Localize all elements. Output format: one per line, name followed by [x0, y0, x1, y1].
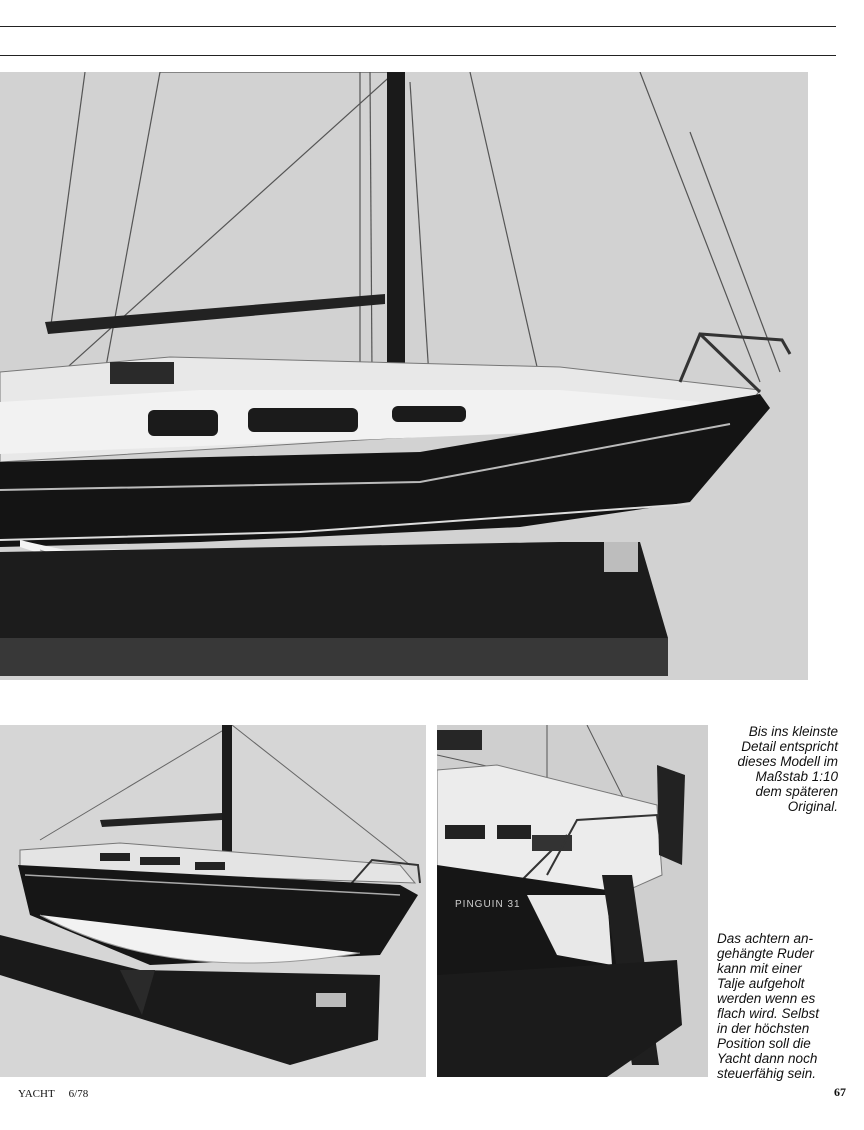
caption-line: flach wird. Selbst — [717, 1006, 820, 1021]
caption-line: Position soll die — [717, 1036, 811, 1051]
caption-line: Yacht dann noch — [717, 1051, 818, 1066]
main-photo-yacht-model — [0, 72, 808, 680]
header-rule-bottom — [0, 55, 836, 56]
boat-nameplate: PINGUIN 31 — [455, 899, 521, 910]
caption-line: Detail entspricht — [741, 739, 838, 754]
page-number: 67 — [834, 1085, 846, 1099]
caption-line: Original. — [787, 799, 838, 814]
issue-number: 6/78 — [68, 1088, 89, 1100]
caption-rudder — [717, 931, 819, 1081]
caption-line: Talje aufgeholt — [717, 976, 805, 991]
caption-line: Maßstab 1:10 — [755, 769, 838, 784]
caption-line: gehängte Ruder — [717, 946, 814, 961]
caption-line: Das achtern an- — [717, 931, 814, 946]
magazine-name: YACHT — [18, 1088, 55, 1100]
caption-line: in der höchsten — [717, 1021, 810, 1036]
caption-line: dieses Modell im — [737, 754, 838, 769]
header-rule-top — [0, 26, 836, 27]
caption-line: Bis ins kleinste — [748, 724, 838, 739]
caption-line: steuerfähig sein. — [717, 1066, 817, 1081]
caption-line: kann mit einer — [717, 961, 802, 976]
caption-line: dem späteren — [755, 784, 838, 799]
caption-model-detail — [737, 724, 838, 814]
footer-publication — [18, 1088, 88, 1100]
photo-stern-detail — [437, 725, 708, 1077]
caption-line: werden wenn es — [717, 991, 816, 1006]
photo-full-model — [0, 725, 426, 1077]
